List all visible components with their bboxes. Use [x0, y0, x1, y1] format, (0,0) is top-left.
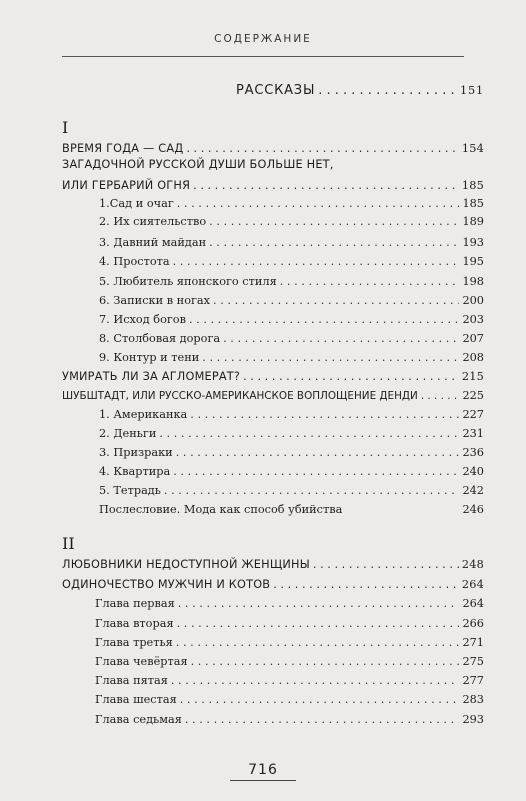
leader-dots	[173, 255, 460, 269]
toc-page: 266	[462, 617, 484, 630]
toc-subentry	[99, 197, 484, 211]
toc-subentry	[99, 427, 484, 441]
toc-page: 208	[462, 351, 484, 364]
leader-dots	[186, 142, 458, 156]
toc-subentry	[95, 636, 484, 650]
page-number-underline	[230, 780, 296, 781]
leader-dots	[313, 558, 459, 572]
toc-subentry	[99, 255, 484, 269]
part-numeral-2: II	[62, 534, 75, 553]
toc-entry-title: ЛЮБОВНИКИ НЕДОСТУПНОЙ ЖЕНЩИНЫ	[62, 558, 310, 571]
toc-page: 293	[462, 713, 484, 726]
toc-entry-title: ИЛИ ГЕРБАРИЙ ОГНЯ	[62, 179, 191, 192]
toc-page: 264	[461, 578, 484, 591]
toc-entry-title: ШУБШТАДТ, ИЛИ РУССКО-АМЕРИКАНСКОЕ ВОПЛОЩЕНИЕ ДЕНДИ	[62, 390, 418, 402]
leader-dots	[173, 465, 459, 479]
toc-page: 231	[462, 427, 484, 440]
toc-entry-title: Глава шестая	[95, 693, 177, 706]
toc-page: 207	[462, 332, 484, 345]
toc-entry-title: Глава чевёртая	[95, 655, 188, 668]
toc-subentry	[99, 503, 484, 517]
toc-entry-title: 3. Давний майдан	[99, 236, 207, 249]
leader-dots	[213, 294, 459, 308]
leader-dots	[177, 197, 460, 211]
toc-subentry	[95, 713, 484, 727]
toc-subentry	[99, 332, 484, 346]
toc-page: 225	[462, 389, 484, 402]
toc-subentry	[95, 597, 484, 611]
toc-entry-title: 7. Исход богов	[99, 313, 186, 326]
toc-subentry	[99, 351, 484, 365]
toc-page: 189	[462, 215, 484, 228]
leader-dots	[273, 578, 459, 592]
leader-dots	[243, 370, 459, 384]
toc-subentry	[99, 236, 484, 250]
toc-entry-title: Глава пятая	[95, 674, 168, 687]
toc-page: 195	[462, 255, 484, 268]
toc-subentry	[99, 275, 484, 289]
leader-dots	[159, 427, 459, 441]
toc-section-stories	[236, 84, 484, 98]
toc-page: 198	[462, 275, 484, 288]
toc-page: 248	[461, 558, 484, 571]
toc-page: 240	[462, 465, 484, 478]
toc-page: 264	[462, 597, 484, 610]
toc-entry-title: 9. Контур и тени	[99, 351, 200, 364]
leader-dots	[190, 408, 459, 422]
part-numeral-1: I	[62, 118, 69, 137]
toc-entry	[62, 370, 484, 384]
toc-entry-title: 5. Тетрадь	[99, 484, 161, 497]
toc-entry-title: 1. Американка	[99, 408, 188, 421]
leader-dots	[421, 389, 460, 403]
toc-page: 151	[460, 84, 484, 97]
toc-page: 154	[461, 142, 484, 155]
leader-dots	[164, 484, 460, 498]
toc-entry-title: 2. Их сиятельство	[99, 215, 207, 228]
toc-subentry	[99, 313, 484, 327]
toc-entry-title: ВРЕМЯ ГОДА — САД	[62, 142, 184, 155]
toc-section-title: РАССКАЗЫ	[236, 83, 316, 98]
leader-dots	[180, 693, 460, 707]
toc-entry-title: УМИРАТЬ ЛИ ЗА АГЛОМЕРАТ?	[62, 370, 241, 383]
toc-entry	[62, 179, 484, 193]
running-header: СОДЕРЖАНИЕ	[214, 33, 312, 45]
toc-page: 200	[462, 294, 484, 307]
leader-dots	[318, 84, 457, 98]
toc-subentry	[99, 408, 484, 422]
leader-dots	[176, 446, 460, 460]
leader-dots	[209, 215, 459, 229]
toc-entry-title: 6. Записки в ногах	[99, 294, 211, 307]
toc-entry-title: 3. Призраки	[99, 446, 173, 459]
toc-entry	[62, 389, 484, 403]
toc-entry	[62, 578, 484, 592]
toc-page: 185	[462, 197, 484, 210]
toc-page: 283	[462, 693, 484, 706]
leader-dots	[176, 636, 460, 650]
toc-subentry	[95, 693, 484, 707]
toc-entry-title: 8. Столбовая дорога	[99, 332, 221, 345]
toc-page: 227	[462, 408, 484, 421]
toc-page: 275	[462, 655, 484, 668]
page-number: 716	[248, 762, 278, 778]
leader-dots	[209, 236, 459, 250]
toc-subentry	[99, 484, 484, 498]
toc-page: 246	[462, 503, 484, 516]
leader-dots	[202, 351, 459, 365]
toc-entry-title: 4. Простота	[99, 255, 170, 268]
toc-entry-title: Глава первая	[95, 597, 175, 610]
toc-subentry	[99, 215, 484, 229]
leader-dots	[223, 332, 459, 346]
toc-entry	[62, 142, 484, 156]
toc-entry-title-line1: ЗАГАДОЧНОЙ РУССКОЙ ДУШИ БОЛЬШЕ НЕТ,	[62, 158, 334, 171]
leader-dots	[189, 313, 459, 327]
leader-dots	[178, 597, 460, 611]
toc-page: 185	[461, 179, 484, 192]
toc-subentry	[99, 446, 484, 460]
toc-entry	[62, 558, 484, 572]
toc-entry-title: Глава седьмая	[95, 713, 182, 726]
toc-entry-title: Глава вторая	[95, 617, 174, 630]
leader-dots	[177, 617, 460, 631]
header-rule	[62, 56, 464, 57]
toc-subentry	[95, 674, 484, 688]
toc-entry-title: ОДИНОЧЕСТВО МУЖЧИН И КОТОВ	[62, 578, 271, 591]
toc-page: 215	[461, 370, 484, 383]
toc-page: 277	[462, 674, 484, 687]
toc-entry-title: 1.Сад и очаг	[99, 197, 174, 210]
toc-page: 236	[462, 446, 484, 459]
toc-subentry	[95, 655, 484, 669]
toc-subentry	[95, 617, 484, 631]
toc-entry-title: Послесловие. Мода как способ убийства	[99, 503, 343, 516]
toc-subentry	[99, 465, 484, 479]
leader-dots	[185, 713, 460, 727]
leader-dots	[191, 655, 460, 669]
toc-entry-title: 5. Любитель японского стиля	[99, 275, 277, 288]
toc-page: 242	[462, 484, 484, 497]
toc-page: 193	[462, 236, 484, 249]
toc-entry-title: 4. Квартира	[99, 465, 171, 478]
leader-dots	[171, 674, 460, 688]
toc-entry-title: Глава третья	[95, 636, 173, 649]
leader-dots	[193, 179, 459, 193]
toc-subentry	[99, 294, 484, 308]
leader-dots	[280, 275, 460, 289]
toc-page: 271	[462, 636, 484, 649]
toc-page: 203	[462, 313, 484, 326]
toc-entry-title: 2. Деньги	[99, 427, 157, 440]
